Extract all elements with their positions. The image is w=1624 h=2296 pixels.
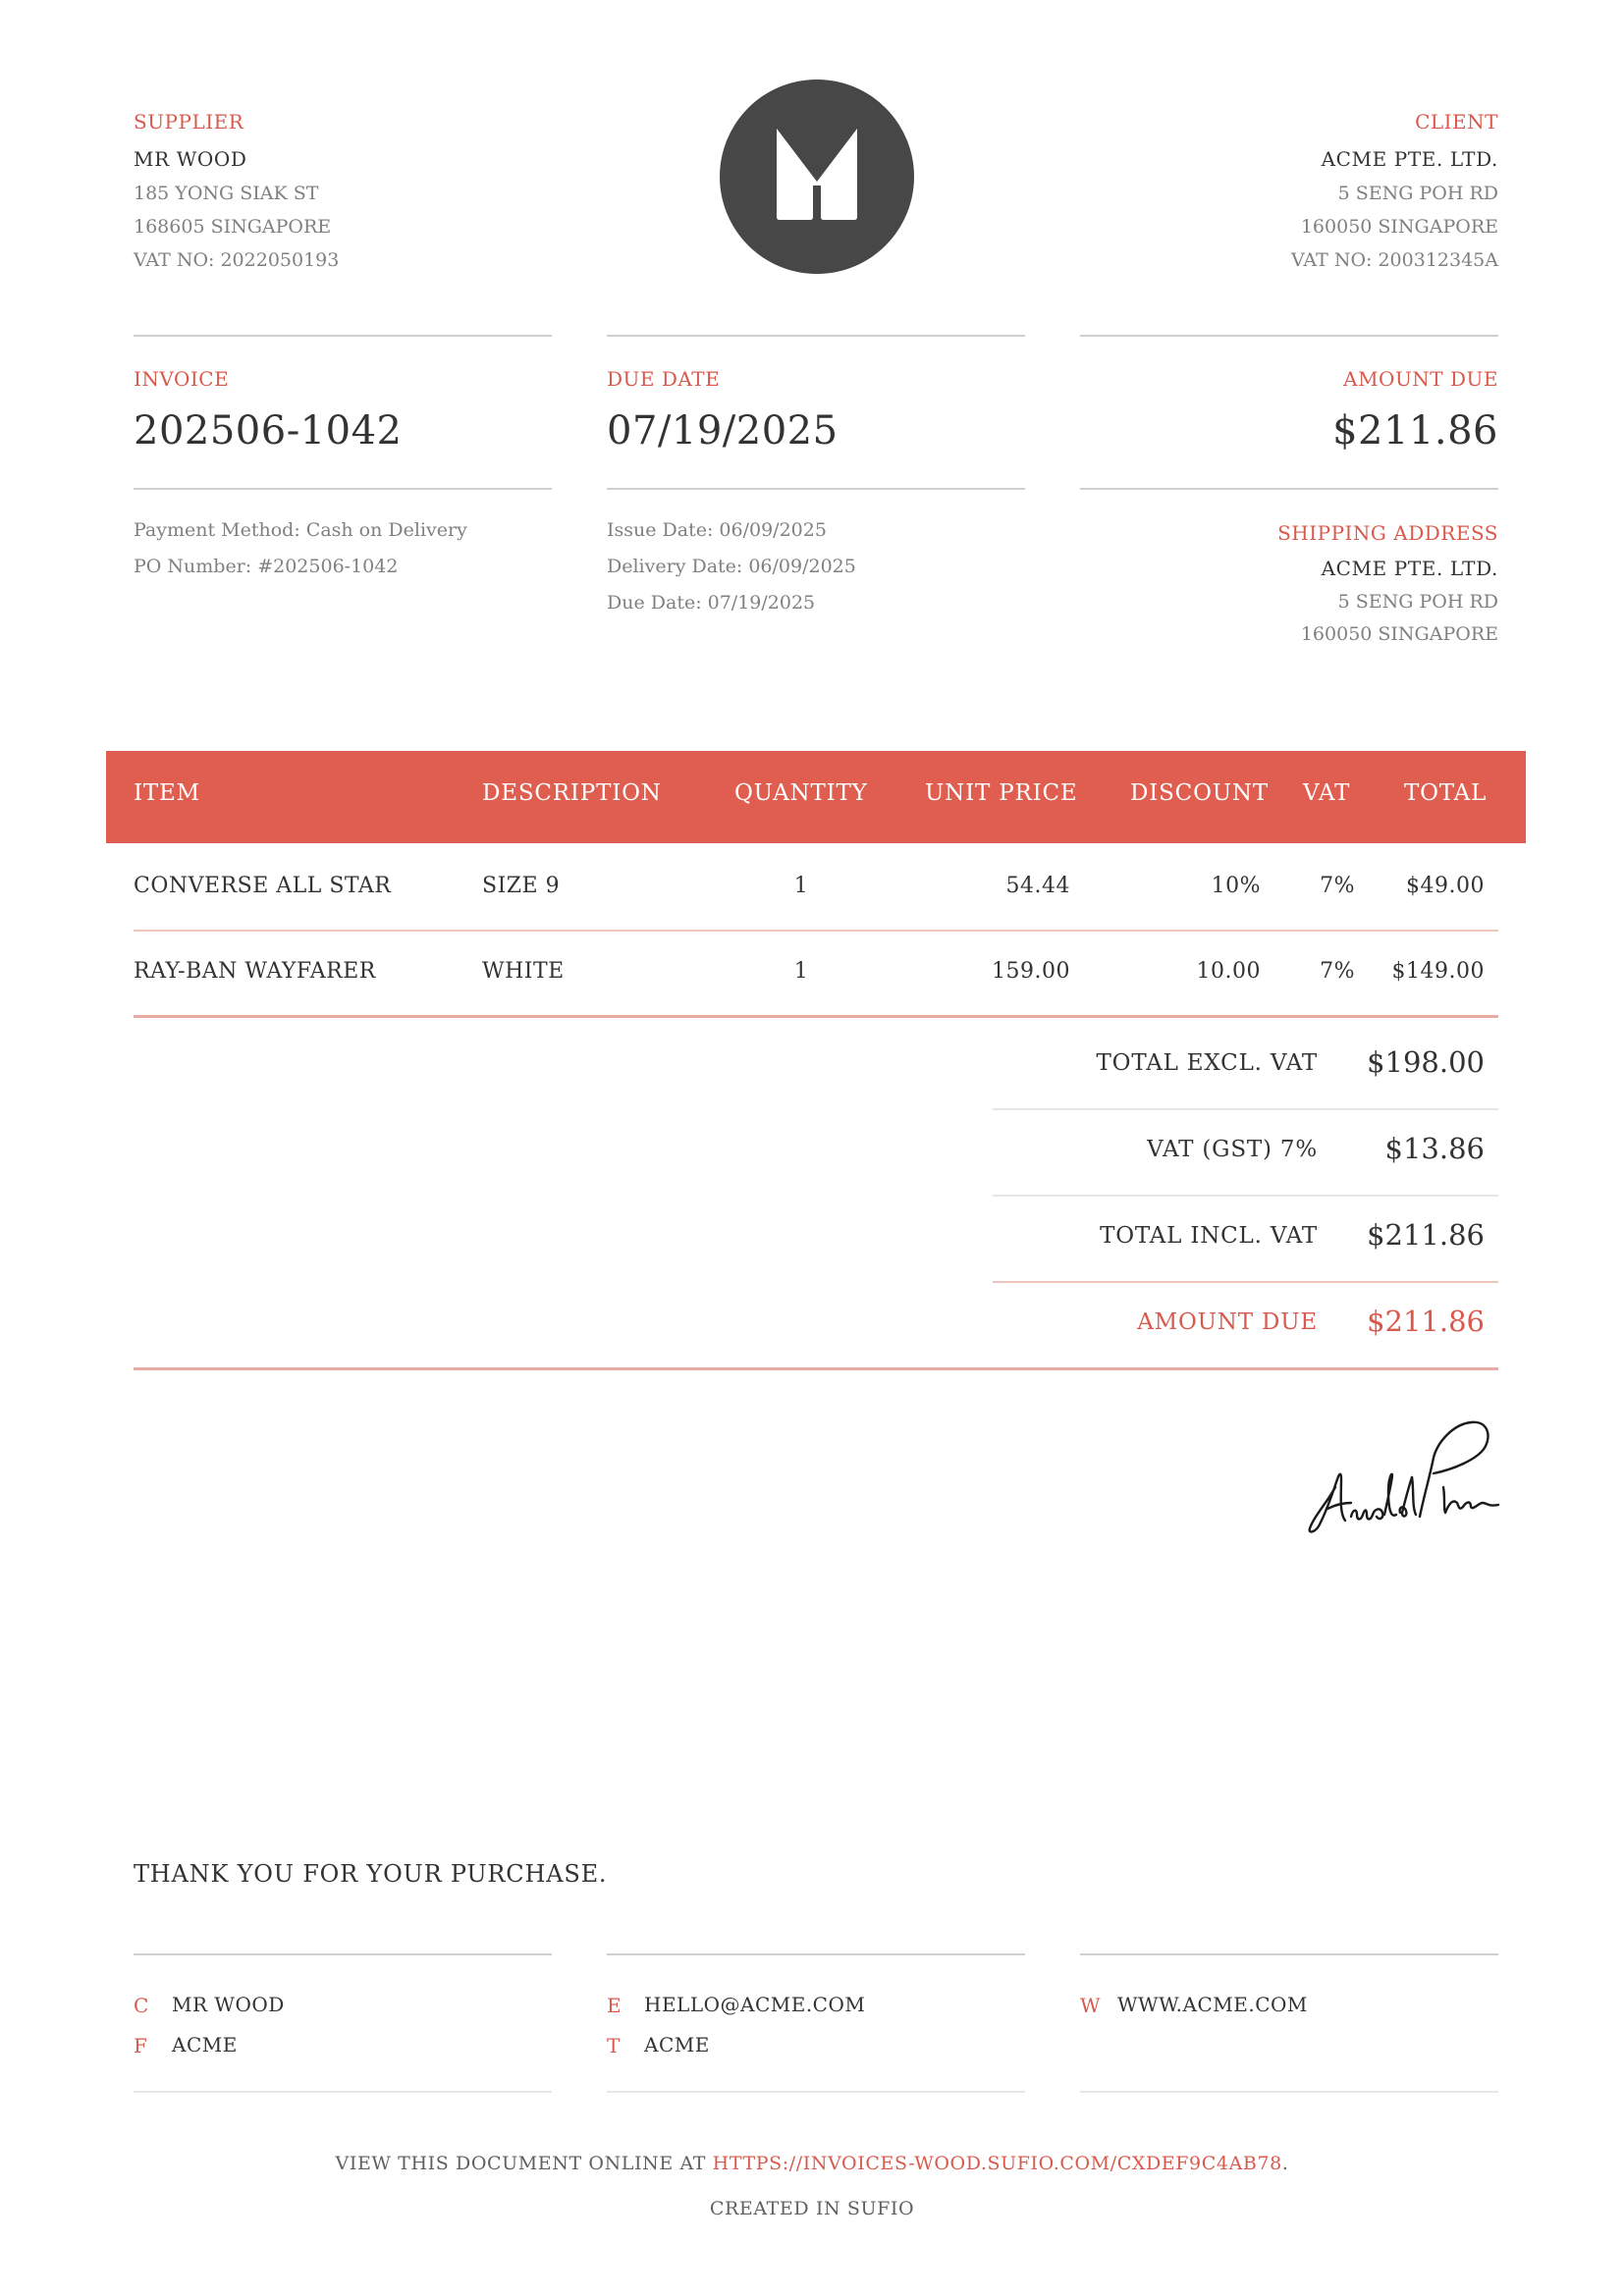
created-in-sufio: CREATED IN SUFIO [709,2198,915,2219]
amount-due-total-label: AMOUNT DUE [1137,1309,1318,1335]
total-incl-vat-value: $211.86 [1367,1218,1485,1252]
document-link[interactable]: HTTPS://INVOICES-WOOD.SUFIO.COM/CXDEF9C4AB78 [712,2153,1282,2174]
divider [1080,2091,1498,2093]
divider [1080,335,1498,337]
cell-vat: 7% [1320,959,1355,984]
contact-f-key: F [134,2034,147,2057]
amount-due-total-value: $211.86 [1367,1305,1485,1338]
divider [134,1953,552,1955]
divider [134,2091,552,2093]
client-label: CLIENT [1415,110,1498,133]
items-table-header [106,751,1526,843]
m-logo-glyph [720,80,914,274]
divider [134,335,552,337]
cell-item: RAY-BAN WAYFARER [134,959,376,984]
col-header-discount: DISCOUNT [1130,780,1269,806]
supplier-vat: VAT NO: 2022050193 [134,249,340,271]
view-online-suffix: . [1281,2153,1289,2174]
contact-website[interactable]: WWW.ACME.COM [1117,1993,1308,2016]
contact-t-value: ACME [644,2033,710,2056]
divider [993,1108,1498,1110]
thank-you-message: THANK YOU FOR YOUR PURCHASE. [134,1860,608,1888]
vat-label: VAT (GST) 7% [1147,1137,1318,1162]
contact-email[interactable]: HELLO@ACME.COM [644,1993,866,2016]
invoice-label: INVOICE [134,367,230,391]
client-name: ACME PTE. LTD. [1321,147,1498,171]
col-header-unit-price: UNIT PRICE [925,780,1078,806]
table-bottom-divider [134,1015,1498,1018]
issue-date: Issue Date: 06/09/2025 [607,519,827,541]
divider [1080,1953,1498,1955]
divider [134,488,552,490]
divider [1080,488,1498,490]
vat-value: $13.86 [1384,1132,1485,1165]
cell-discount: 10.00 [1196,959,1261,984]
view-online-prefix: VIEW THIS DOCUMENT ONLINE AT [335,2153,713,2174]
total-incl-vat-label: TOTAL INCL. VAT [1100,1223,1318,1249]
total-excl-vat-value: $198.00 [1367,1045,1485,1079]
supplier-block [134,110,552,271]
client-address2: 160050 SINGAPORE [1300,216,1498,238]
divider [607,335,1025,337]
m-logo-icon [720,80,914,274]
cell-discount: 10% [1211,874,1261,898]
contact-w-key: W [1080,1994,1101,2017]
contact-c-value: MR WOOD [172,1993,285,2016]
contact-e-key: E [607,1994,622,2017]
client-vat: VAT NO: 200312345A [1291,249,1498,271]
cell-quantity: 1 [793,874,809,898]
shipping-block [1080,521,1498,645]
due-date-detail: Due Date: 07/19/2025 [607,592,816,614]
col-header-item: ITEM [134,780,200,806]
col-header-quantity: QUANTITY [734,780,868,806]
shipping-name: ACME PTE. LTD. [1321,557,1498,580]
shipping-address1: 5 SENG POH RD [1337,591,1498,613]
cell-total: $149.00 [1391,959,1485,984]
po-number: PO Number: #202506-1042 [134,556,399,577]
cell-description: WHITE [482,959,565,984]
client-block [1080,110,1498,271]
cell-vat: 7% [1320,874,1355,898]
col-header-description: DESCRIPTION [482,780,662,806]
due-date-value: 07/19/2025 [607,408,839,454]
shipping-address2: 160050 SINGAPORE [1300,623,1498,645]
amount-due-label: AMOUNT DUE [1343,367,1498,391]
delivery-date: Delivery Date: 06/09/2025 [607,556,856,577]
supplier-label: SUPPLIER [134,110,244,133]
divider [607,488,1025,490]
row-divider [134,930,1498,932]
supplier-address1: 185 YONG SIAK ST [134,183,319,204]
cell-unit-price: 159.00 [992,959,1070,984]
cell-unit-price: 54.44 [1005,874,1070,898]
col-header-vat: VAT [1303,780,1351,806]
supplier-address2: 168605 SINGAPORE [134,216,332,238]
view-online-line [0,2153,1624,2174]
due-date-label: DUE DATE [607,367,721,391]
cell-quantity: 1 [793,959,809,984]
divider [607,2091,1025,2093]
cell-description: SIZE 9 [482,874,561,898]
totals-bottom-divider [134,1367,1498,1370]
divider [993,1195,1498,1197]
payment-method: Payment Method: Cash on Delivery [134,519,467,541]
cell-item: CONVERSE ALL STAR [134,874,392,898]
cell-total: $49.00 [1406,874,1485,898]
col-header-total: TOTAL [1404,780,1488,806]
shipping-label: SHIPPING ADDRESS [1277,521,1498,545]
amount-due-value: $211.86 [1332,408,1498,454]
invoice-number: 202506-1042 [134,408,403,454]
client-address1: 5 SENG POH RD [1337,183,1498,204]
divider [993,1281,1498,1283]
divider [607,1953,1025,1955]
supplier-name: MR WOOD [134,147,247,171]
total-excl-vat-label: TOTAL EXCL. VAT [1096,1050,1318,1076]
signature-image [1306,1418,1502,1536]
contact-t-key: T [607,2034,621,2057]
contact-f-value: ACME [172,2033,238,2056]
contact-c-key: C [134,1994,149,2017]
